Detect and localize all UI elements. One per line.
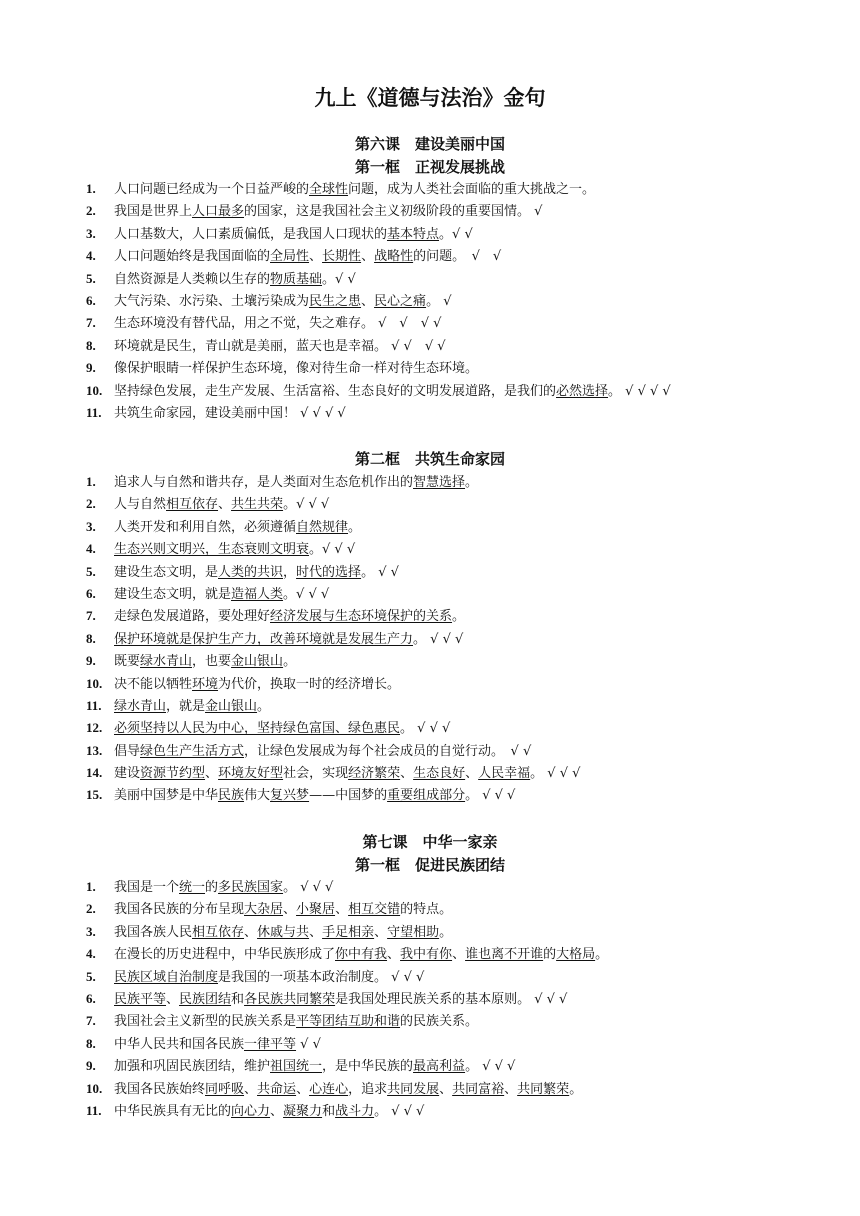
key-phrase: 相互依存 [192,924,245,940]
text-segment: ——中国梦的 [309,788,388,804]
text-segment: 建设生态文明，是 [114,564,219,580]
list-item [86,762,786,784]
text-segment: 的特点。 [400,902,453,918]
item-text [114,744,531,759]
text-segment: 倡导 [114,743,141,759]
item-number: 1. [86,879,96,894]
key-phrase: 造福人类 [231,586,284,602]
text-segment: 大气污染、水污染、土壤污染成为 [114,293,310,309]
text-segment: 。√ √ √ [283,586,330,602]
frame-heading: 第一框 促进民族团结 [354,856,505,874]
key-phrase: 民族平等 [114,991,167,1007]
text-segment: 、 [283,902,297,918]
text-segment: 、 [465,766,479,782]
key-phrase: 相互交错 [348,902,401,918]
text-segment: 决不能以牺牲 [114,676,193,692]
text-segment: 、 [270,1103,284,1119]
text-segment: 的国家，这是我国社会主义初级阶段的重要国情。 √ [244,204,543,220]
key-phrase: 共同富裕 [452,1081,505,1097]
item-text [114,294,451,309]
list-item [86,538,786,560]
key-phrase: 民族 [218,788,245,804]
key-phrase: 大格局 [556,947,596,963]
key-phrase: 我中有你 [400,947,453,963]
key-phrase: 最高利益 [413,1059,466,1075]
text-segment: 走绿色发展道路，要处理好 [114,609,271,625]
key-phrase: 生态良好 [413,766,466,782]
text-segment: 、 [309,249,323,265]
frame-heading: 第二框 共筑生命家园 [354,450,505,468]
item-number: 13. [86,742,103,758]
item-text [114,1059,515,1074]
list-item [86,200,786,222]
item-number: 7. [86,315,96,331]
text-segment: 环境就是民生，青山就是美丽，蓝天也是幸福。 √ √ √ √ [114,338,446,354]
text-segment: 共筑生命家园，建设美丽中国！ √ √ √ √ [114,405,346,421]
item-number: 14. [86,765,103,781]
item-text [114,699,270,714]
item-number: 10. [86,675,103,691]
item-text [114,1104,424,1119]
item-text [114,542,355,557]
item-text [114,182,595,197]
text-segment: 。 √ √ [361,564,399,580]
text-segment: 像保护眼睛一样保护生态环境，像对待生命一样对待生态环境。 [114,361,479,377]
item-number: 3. [86,518,96,534]
key-phrase: 小聚居 [296,902,336,918]
key-phrase: 人类的共识 [218,564,284,580]
text-segment: 的民族关系。 [400,1014,479,1030]
key-phrase: 复兴梦 [270,788,310,804]
key-phrase: 时代的选择 [296,564,362,580]
item-number: 3. [86,225,96,241]
text-segment: 为代价，换取一时的经济增长。 [218,676,401,692]
text-segment: 伟大 [244,788,271,804]
list-item [86,402,786,424]
item-number: 1. [86,474,96,489]
key-phrase: 全局性 [270,249,310,265]
item-text [114,339,446,354]
text-segment: 、 [400,766,414,782]
text-segment: ，是中华民族的 [322,1059,414,1075]
list-item [86,1100,786,1122]
item-number: 9. [86,653,96,669]
key-phrase: 统一 [179,880,206,895]
key-phrase: 各民族共同繁荣 [244,991,336,1007]
text-segment: 我国各民族始终 [114,1081,206,1097]
key-phrase: 谁也离不开谁 [465,947,544,963]
list-item [86,988,786,1010]
text-segment: 。 √ √ √ [374,1103,425,1119]
key-phrase: 战略性 [374,249,414,265]
text-segment: 。 √ √ √ [465,788,516,804]
item-text [114,204,542,219]
text-segment: 生态环境没有替代品，用之不觉，失之难存。 √ √ √ √ [114,316,442,332]
item-number: 12. [86,720,103,736]
list-item [86,223,786,245]
text-segment: 的问题。 √ √ [413,249,502,265]
text-segment: 。 [465,475,479,490]
key-phrase: 战斗力 [335,1103,375,1119]
text-segment: 社会，实现 [283,766,349,782]
text-segment: 人类开发和利用自然，必须遵循 [114,519,297,535]
item-text [114,316,441,331]
list-item [86,966,786,988]
key-phrase: 环境 [192,676,219,692]
key-phrase: 共同发展 [387,1081,440,1097]
text-segment: 。√ √ [439,226,473,242]
text-segment: 。 √ √ √ [400,721,451,737]
item-number: 3. [86,923,96,939]
key-phrase: 人口最多 [192,204,245,220]
item-text [114,272,356,287]
list-item [86,650,786,672]
list-item [86,876,786,898]
text-segment: 的 [543,947,557,963]
list-item [86,516,786,538]
key-phrase: 重要组成部分 [387,788,466,804]
text-segment: 我国是世界上 [114,204,193,220]
text-segment: 我国各民族的分布呈现 [114,902,245,918]
text-segment: 人口问题始终是我国面临的 [114,249,271,265]
key-phrase: 相互依存 [166,497,219,513]
key-phrase: 休戚与共 [257,924,310,940]
text-segment: 我国社会主义新型的民族关系是 [114,1014,297,1030]
item-text [114,970,424,985]
text-segment: 和 [231,991,245,1007]
text-segment: 我国各族人民 [114,924,193,940]
key-phrase: 共命运 [257,1081,297,1097]
key-phrase: 大杂居 [244,902,284,918]
text-segment: 人口基数大，人口素质偏低，是我国人口现状的 [114,226,388,242]
text-segment: 。 [569,1081,583,1097]
key-phrase: 民生之患 [309,293,362,309]
key-phrase: 金山银山 [205,698,258,714]
key-phrase: 人民幸福 [478,766,531,782]
item-number: 7. [86,1013,96,1029]
list-item [86,471,786,493]
item-number: 10. [86,382,103,398]
key-phrase: 经济繁荣 [348,766,401,782]
text-segment: 人口问题已经成为一个日益严峻的 [114,182,310,197]
key-phrase: 环境友好型 [218,766,284,782]
list-item [86,583,786,605]
item-number: 15. [86,787,103,803]
text-segment: 中华人民共和国各民族 [114,1036,245,1052]
item-number: 9. [86,1058,96,1074]
key-phrase: 基本特点 [387,226,440,242]
item-text [114,1014,478,1029]
text-segment: 问题，成为人类社会面临的重大挑战之一。 [348,182,596,197]
key-phrase: 资源节约型 [140,766,206,782]
text-segment: √ √ [296,1036,321,1052]
list-item [86,1033,786,1055]
key-phrase: 绿水青山 [140,654,193,670]
text-segment: 。 [283,654,297,670]
item-number: 2. [86,203,96,219]
text-segment: 、 [361,249,375,265]
key-phrase: 民心之痛 [374,293,427,309]
text-segment: 、 [296,1081,310,1097]
key-phrase: 向心力 [231,1103,271,1119]
key-phrase: 自然规律 [296,519,349,535]
item-number: 8. [86,630,96,646]
text-segment: 我国是一个 [114,880,180,895]
text-segment: 坚持绿色发展，走生产发展、生活富裕、生态良好的文明发展道路，是我们的 [114,383,557,399]
item-number: 11. [86,697,102,713]
list-item [86,717,786,739]
lesson-heading: 第七课 中华一家亲 [362,833,498,851]
item-text [114,1037,321,1052]
key-phrase: 保护环境就是保护生产力，改善环境就是发展生产力 [114,631,414,647]
text-segment: 美丽中国梦是中华 [114,788,219,804]
text-segment: 建设生态文明，就是 [114,586,232,602]
item-text [114,497,329,512]
key-phrase: 心连心 [309,1081,349,1097]
item-number: 2. [86,496,96,512]
item-text [114,992,567,1007]
key-phrase: 长期性 [322,249,362,265]
text-segment: 是我国的一项基本政治制度。 √ √ √ [218,969,425,985]
frame-heading: 第一框 正视发展挑战 [354,158,505,176]
text-segment: 、 [439,1081,453,1097]
item-text [114,609,465,624]
key-phrase: 同呼吸 [205,1081,245,1097]
item-text [114,880,333,895]
list-item [86,921,786,943]
key-phrase: 全球性 [309,182,349,197]
item-number: 7. [86,608,96,624]
text-segment: 、 [205,766,219,782]
item-text [114,788,515,803]
list-item [86,943,786,965]
key-phrase: 多民族国家 [218,880,284,895]
quote-list [86,471,786,807]
text-segment: 在漫长的历史进程中，中华民族形成了 [114,947,336,963]
text-segment: 、 [387,947,401,963]
list-item [86,380,786,402]
item-text [114,632,463,647]
list-item [86,673,786,695]
text-segment: ，追求 [348,1081,388,1097]
text-segment: 。√ √ √ [283,497,330,513]
key-phrase: 共生共荣 [231,497,284,513]
item-text [114,925,452,940]
item-number: 10. [86,1080,103,1096]
key-phrase: 凝聚力 [283,1103,323,1119]
key-phrase: 共同繁荣 [517,1081,570,1097]
key-phrase: 物质基础 [270,271,323,287]
text-segment: 自然资源是人类赖以生存的 [114,271,271,287]
list-item [86,1010,786,1032]
list-item [86,335,786,357]
text-segment: 。 √ √ √ [283,880,334,895]
text-segment: 。 [595,947,609,963]
item-number: 5. [86,270,96,286]
text-segment: 。 √ √ √ √ [608,383,671,399]
item-number: 8. [86,1035,96,1051]
item-number: 1. [86,181,96,196]
text-segment: 。 √ √ √ [413,631,464,647]
item-number: 2. [86,901,96,917]
list-item [86,245,786,267]
quote-list [86,178,786,424]
list-item [86,1055,786,1077]
text-segment: 、 [374,924,388,940]
key-phrase: 必然选择 [556,383,609,399]
text-segment: 、 [504,1081,518,1097]
text-segment: 。 [452,609,466,625]
key-phrase: 生态兴则文明兴，生态衰则文明衰 [114,542,310,558]
text-segment: 、 [244,1081,258,1097]
text-segment: 既要 [114,654,141,670]
text-segment: ，也要 [192,654,232,670]
text-segment: 、 [309,924,323,940]
key-phrase: 绿水青山 [114,698,167,714]
text-segment: 。√ √ [322,271,356,287]
text-segment: 、 [361,293,375,309]
item-text [114,475,478,490]
item-text [114,520,361,535]
quote-list [86,876,786,1122]
item-number: 11. [86,404,102,420]
text-segment: ， [283,564,297,580]
item-text [114,565,399,580]
item-text [114,587,329,602]
text-segment: 、 [166,991,180,1007]
key-phrase: 民族区域自治制度 [114,969,219,985]
key-phrase: 你中有我 [335,947,388,963]
list-item [86,357,786,379]
item-text [114,766,580,781]
text-segment: 是我国处理民族关系的基本原则。 √ √ √ [335,991,568,1007]
list-item [86,784,786,806]
list-item [86,628,786,650]
lesson-heading: 第六课 建设美丽中国 [354,135,505,153]
list-item [86,493,786,515]
item-text [114,249,501,264]
list-item [86,290,786,312]
text-segment: 追求人与自然和谐共存，是人类面对生态危机作出的 [114,475,414,490]
item-text [114,1082,582,1097]
key-phrase: 手足相亲 [322,924,375,940]
list-item [86,561,786,583]
text-segment: 的 [205,880,219,895]
key-phrase: 守望相助 [387,924,440,940]
item-number: 5. [86,968,96,984]
list-item [86,605,786,627]
text-segment: 。√ √ √ [309,542,356,558]
item-text [114,654,296,669]
item-number: 4. [86,946,96,962]
list-item [86,1078,786,1100]
list-item [86,695,786,717]
key-phrase: 智慧选择 [413,475,466,490]
item-number: 8. [86,337,96,353]
text-segment: 。 [348,519,362,535]
document-title: 九上《道德与法治》金句 [314,86,546,110]
key-phrase: 民族团结 [179,991,232,1007]
key-phrase: 必须坚持以人民为中心，坚持绿色富国、绿色惠民 [114,721,401,737]
text-segment: ，就是 [166,698,206,714]
item-text [114,227,473,242]
text-segment: ，让绿色发展成为每个社会成员的自觉行动。 √ √ [244,743,532,759]
list-item [86,268,786,290]
list-item [86,898,786,920]
list-item [86,312,786,334]
text-segment: 建设 [114,766,141,782]
key-phrase: 经济发展与生态环境保护的关系 [270,609,453,625]
list-item [86,178,786,200]
item-number: 6. [86,585,96,601]
item-text [114,947,608,962]
text-segment: 加强和巩固民族团结，维护 [114,1059,271,1075]
text-segment: 。 [257,698,271,714]
item-number: 6. [86,292,96,308]
text-segment: 。 √ [426,293,452,309]
key-phrase: 金山银山 [231,654,284,670]
item-text [114,384,671,399]
item-number: 11. [86,1102,102,1118]
text-segment: 。 [439,924,453,940]
item-text [114,902,452,917]
text-segment: 和 [322,1103,336,1119]
item-number: 4. [86,248,96,264]
text-segment: 人与自然 [114,497,167,513]
item-text [114,677,400,692]
key-phrase: 平等团结互助和谐 [296,1014,401,1030]
text-segment: 。 √ √ √ [465,1059,516,1075]
list-item [86,740,786,762]
key-phrase: 祖国统一 [270,1059,323,1075]
text-segment: 中华民族具有无比的 [114,1103,232,1119]
text-segment: 、 [452,947,466,963]
key-phrase: 绿色生产生活方式 [140,743,245,759]
text-segment: 、 [335,902,349,918]
key-phrase: 一律平等 [244,1036,297,1052]
item-text [114,721,450,736]
text-segment: 、 [244,924,258,940]
text-segment: 、 [218,497,232,513]
item-number: 6. [86,990,96,1006]
item-number: 9. [86,360,96,376]
text-segment: 。 √ √ √ [530,766,581,782]
item-number: 5. [86,563,96,579]
item-text [114,406,346,421]
item-number: 4. [86,541,96,557]
item-text [114,361,478,376]
